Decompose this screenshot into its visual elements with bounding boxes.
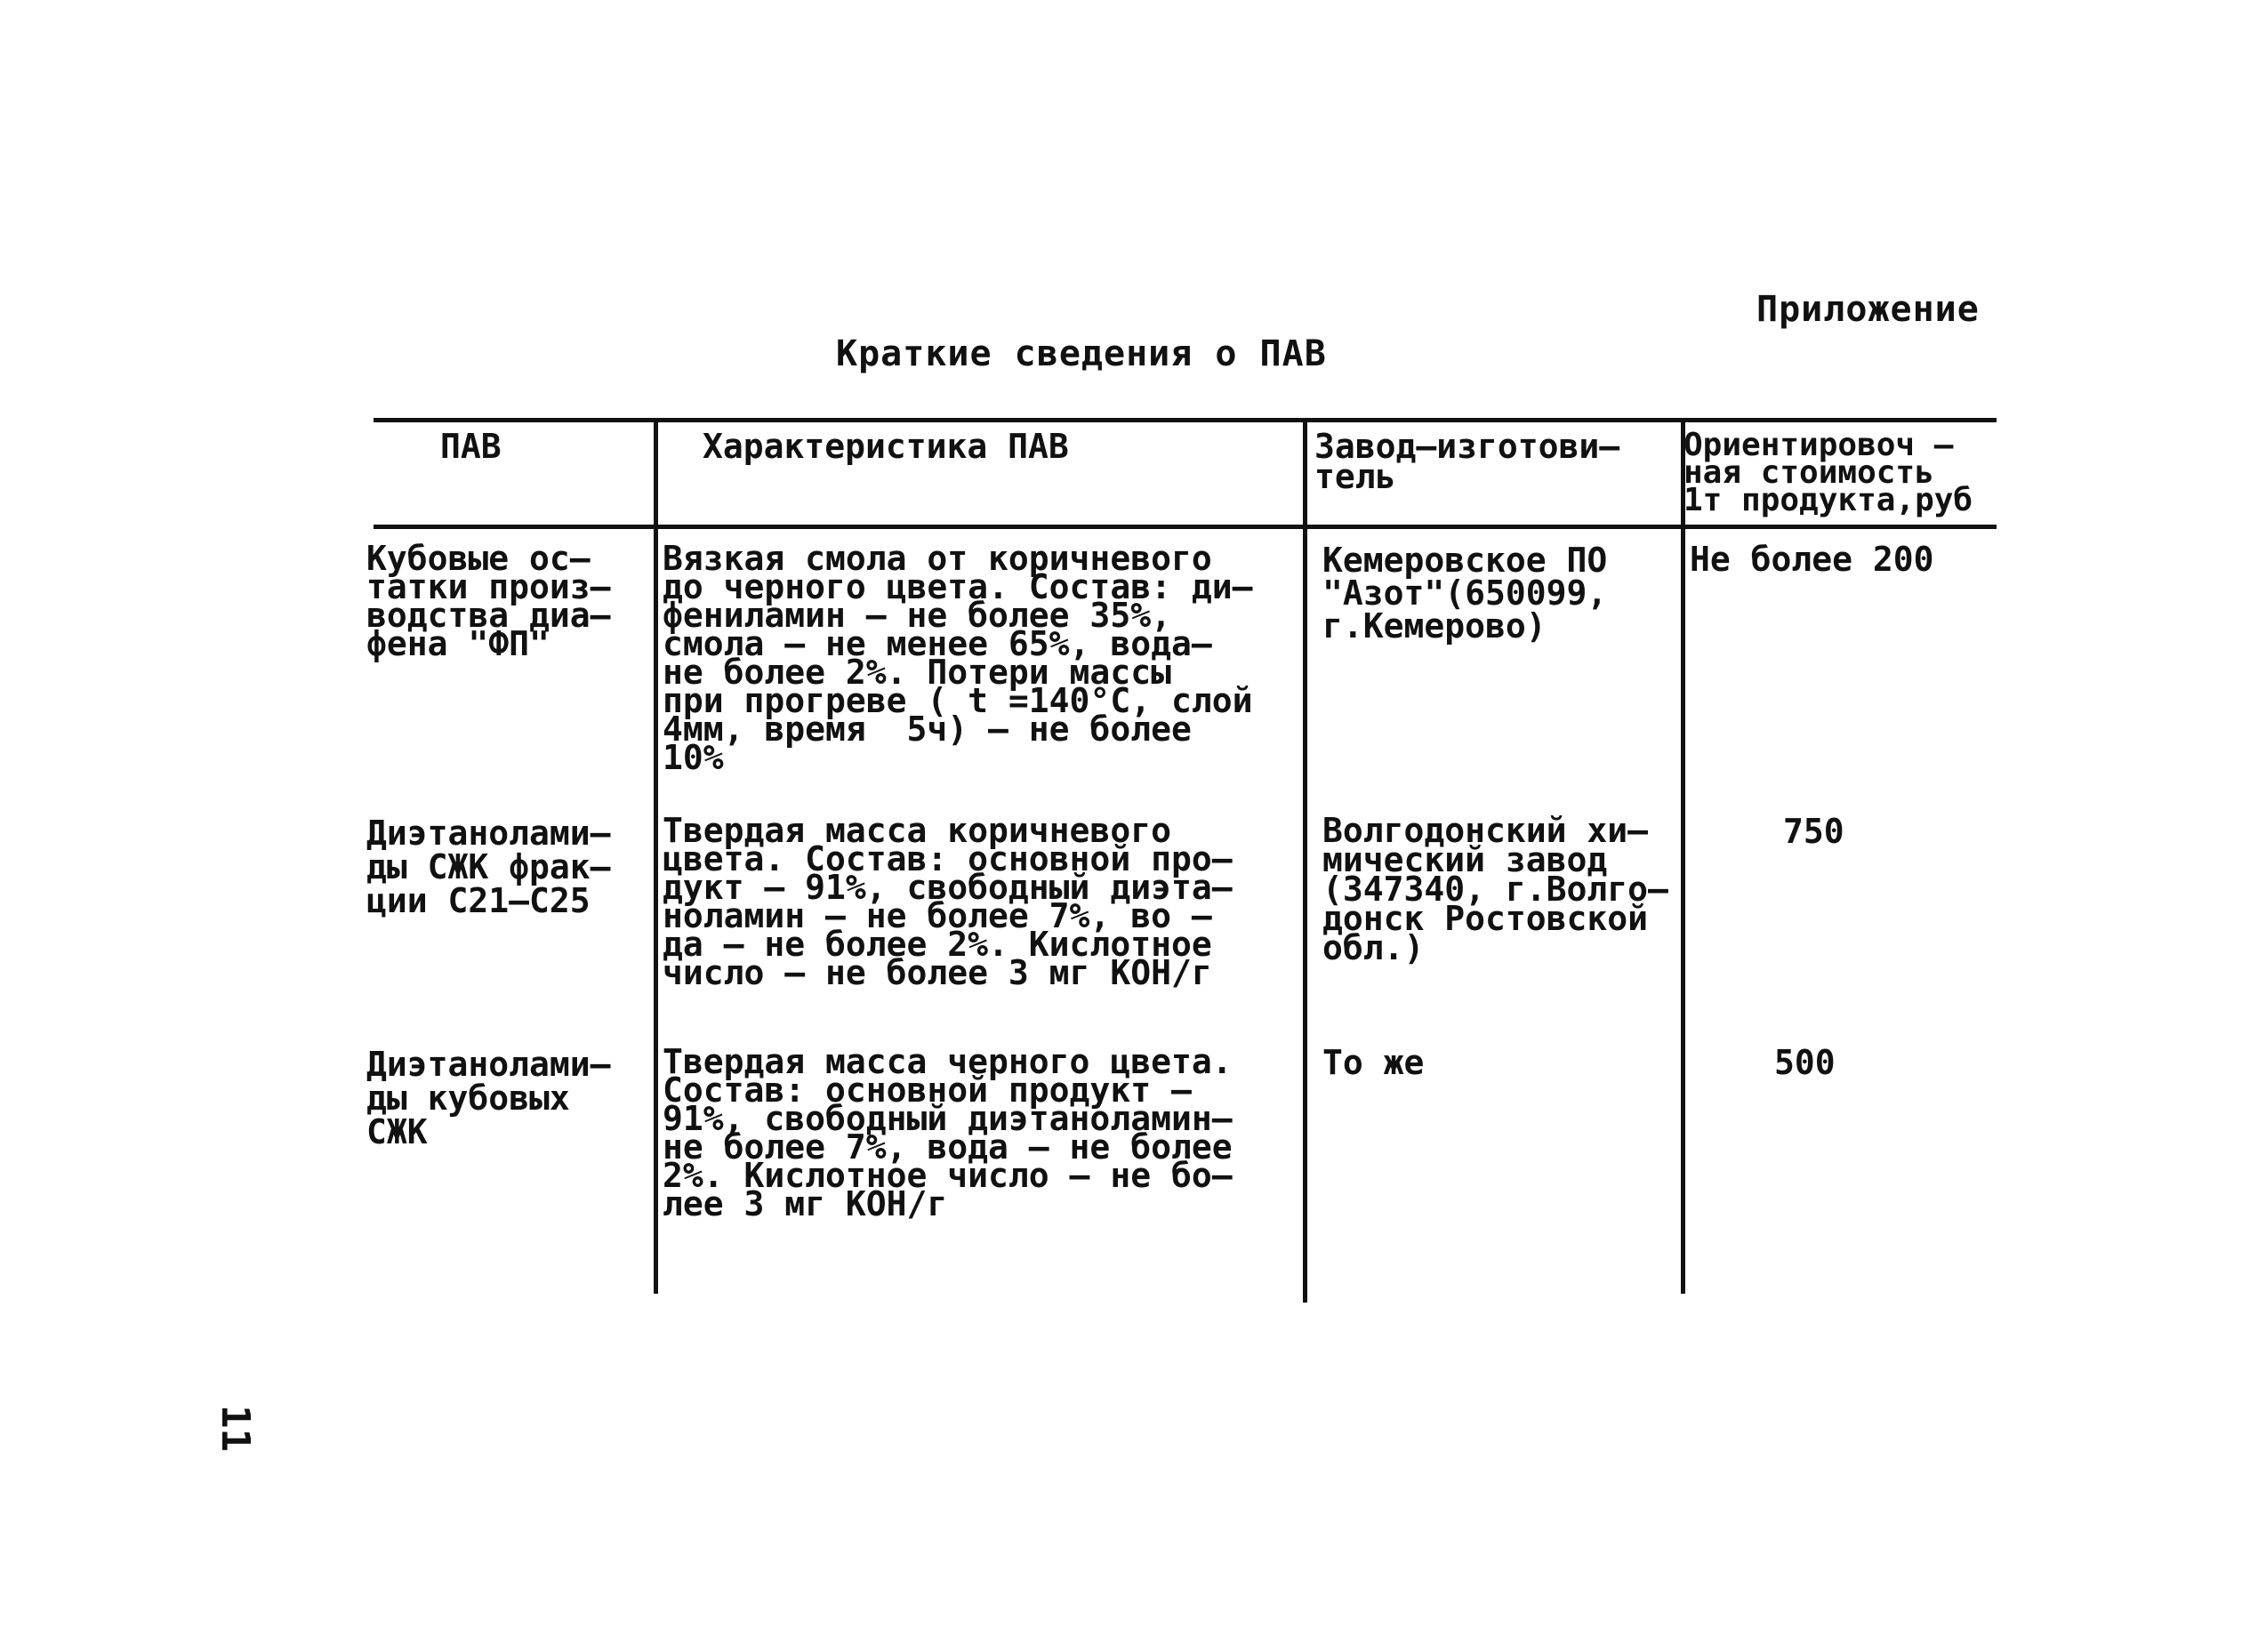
page-number: 11	[213, 1405, 258, 1452]
row3-manufacturer: То же	[1322, 1043, 1425, 1082]
column-header-manufacturer: Завод–изготови– тель	[1314, 427, 1620, 496]
column-header-pav: ПАВ	[440, 427, 502, 466]
row3-pav: Диэтанолами– ды кубовых СЖК	[366, 1045, 611, 1151]
table-top-rule	[374, 418, 1997, 422]
row2-manufacturer: Волгодонский хи– мический завод (347340, г.Волго– донск Ростовской обл.)	[1322, 811, 1668, 967]
column-divider-2	[1303, 418, 1307, 1303]
column-divider-1	[654, 418, 658, 1294]
row1-pav: Кубовые ос– татки произ– водства диа– фена "ФП"	[366, 539, 611, 663]
document-title: Краткие сведения о ПАВ	[836, 333, 1327, 374]
row1-manufacturer: Кемеровское ПО "Азот"(650099, г.Кемерово)	[1322, 541, 1608, 646]
row2-cost: 750	[1783, 812, 1844, 851]
row2-pav: Диэтанолами– ды СЖК фрак– ции C21–C25	[366, 814, 611, 920]
row1-cost: Не более 200	[1690, 540, 1934, 579]
column-header-characteristic: Характеристика ПАВ	[703, 427, 1069, 466]
appendix-label: Приложение	[1756, 289, 1980, 330]
row2-characteristic: Твердая масса коричневого цвета. Состав: основной про– дукт – 91%, свободный диэта– ноламин – не более 7%, во – да – не более 2%. Кислотное число – не более 3 мг КОН/г	[663, 811, 1233, 992]
row3-cost: 500	[1774, 1043, 1836, 1082]
table-header-rule	[374, 525, 1997, 529]
row3-characteristic: Твердая масса черного цвета. Состав: основной продукт – 91%, свободный диэтаноламин– не более 7%, вода – не более 2%. Кислотное число – не бо– лее 3 мг КОН/г	[663, 1042, 1233, 1223]
row1-characteristic: Вязкая смола от коричневого до черного цвета. Состав: ди– фениламин – не более 35%, смола – не менее 65%, вода– не более 2%. Потери массы при прогреве ( t =140°С, слой 4мм, время 5ч) – не более 10%	[663, 539, 1253, 777]
column-header-cost: Ориентировоч – ная стоимость 1т продукта,руб	[1683, 427, 1973, 518]
column-divider-3	[1681, 418, 1685, 1294]
